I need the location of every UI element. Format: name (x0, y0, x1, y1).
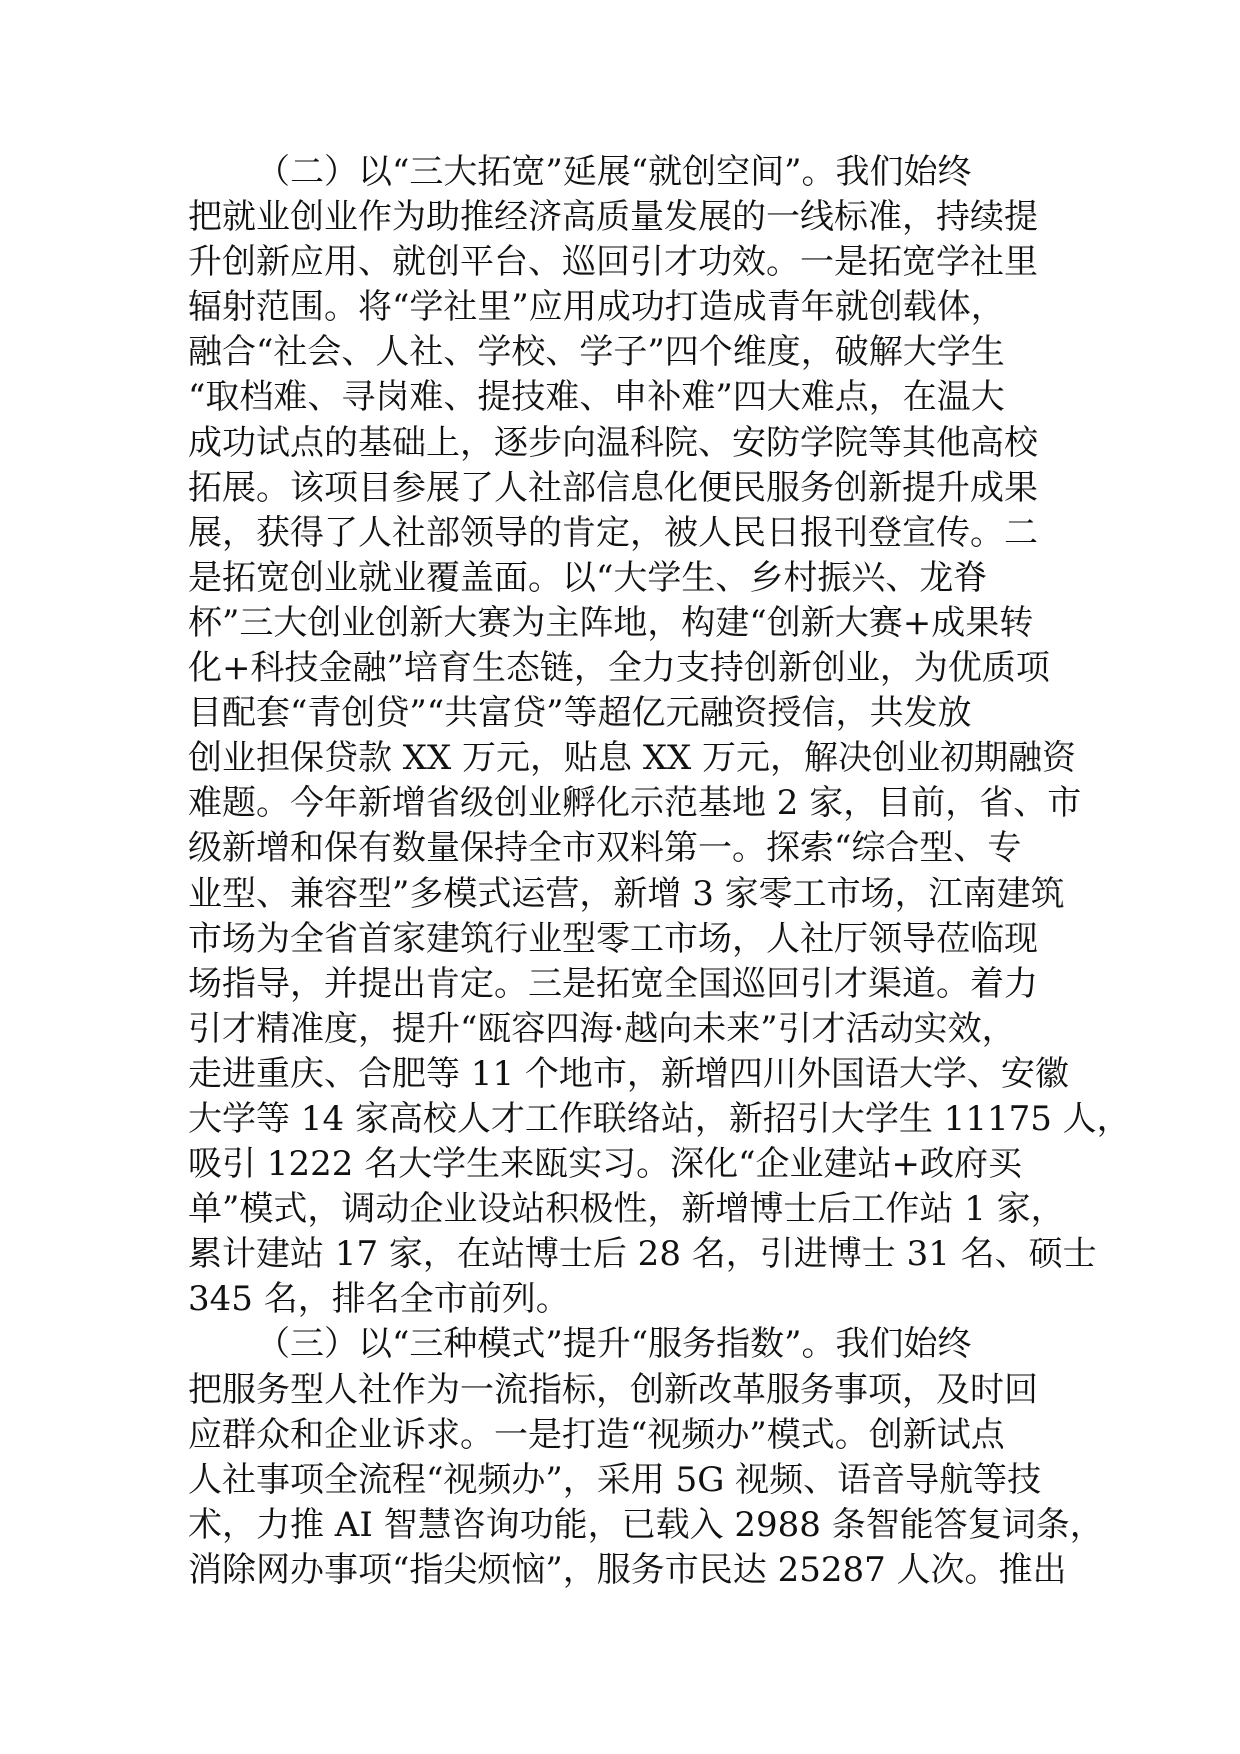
text-line: 吸引 1222 名大学生来瓯实习。深化“企业建站+政府买 (188, 1144, 1023, 1185)
text-line: 难题。今年新增省级创业孵化示范基地 2 家，目前，省、市 (188, 783, 1082, 824)
text-line: 累计建站 17 家，在站博士后 28 名，引进博士 31 名、硕士 (188, 1234, 1097, 1275)
text-line: 辐射范围。将“学社里”应用成功打造成青年就创载体， (188, 287, 1005, 328)
text-line: “取档难、寻岗难、提技难、申补难”四大难点，在温大 (188, 377, 1005, 418)
text-line: 展，获得了人社部领导的肯定，被人民日报刊登宣传。二 (188, 512, 1038, 553)
text-line: 把服务型人社作为一流指标，创新改革服务事项，及时回 (188, 1369, 1038, 1410)
text-line: 引才精准度，提升“瓯容四海·越向未来”引才活动实效， (188, 1008, 1016, 1049)
text-line: 场指导，并提出肯定。三是拓宽全国巡回引才渠道。着力 (188, 963, 1038, 1004)
text-line: 消除网办事项“指尖烦恼”，服务市民达 25287 人次。推出 (188, 1549, 1067, 1590)
text-line: 创业担保贷款 XX 万元，贴息 XX 万元，解决创业初期融资 (188, 738, 1077, 779)
text-line: 大学等 14 家高校人才工作联络站，新招引大学生 11175 人， (188, 1098, 1131, 1139)
text-line: 人社事项全流程“视频办”，采用 5G 视频、语音导航等技 (188, 1459, 1042, 1500)
text-line: 升创新应用、就创平台、巡回引才功效。一是拓宽学社里 (188, 242, 1038, 283)
paragraph-heading-3: （三）以“三种模式”提升“服务指数”。我们始终 (256, 1324, 972, 1365)
text-line: 走进重庆、合肥等 11 个地市，新增四川外国语大学、安徽 (188, 1053, 1069, 1094)
body-text (188, 150, 1131, 1593)
text-line: 应群众和企业诉求。一是打造“视频办”模式。创新试点 (188, 1414, 1005, 1455)
text-line: 345 名，排名全市前列。 (188, 1279, 570, 1320)
text-line: 融合“社会、人社、学校、学子”四个维度，破解大学生 (188, 332, 1005, 373)
text-line: 市场为全省首家建筑行业型零工市场，人社厅领导莅临现 (188, 918, 1038, 959)
text-line: 化+科技金融”培育生态链，全力支持创新创业，为优质项 (188, 648, 1050, 689)
text-line: 杯”三大创业创新大赛为主阵地，构建“创新大赛+成果转 (188, 602, 1034, 643)
text-line: 业型、兼容型”多模式运营，新增 3 家零工市场，江南建筑 (188, 873, 1065, 914)
text-line: 成功试点的基础上，逐步向温科院、安防学院等其他高校 (188, 422, 1038, 463)
text-line: 目配套“青创贷”“共富贷”等超亿元融资授信，共发放 (188, 693, 972, 734)
text-line: 术，力推 AI 智慧咨询功能，已载入 2988 条智能答复词条， (188, 1504, 1104, 1545)
text-line: 级新增和保有数量保持全市双料第一。探索“综合型、专 (188, 828, 1022, 869)
paragraph-heading-2: （二）以“三大拓宽”延展“就创空间”。我们始终 (256, 152, 972, 192)
text-line: 单”模式，调动企业设站积极性，新增博士后工作站 1 家， (188, 1189, 1065, 1230)
text-line: 拓展。该项目参展了人社部信息化便民服务创新提升成果 (188, 467, 1038, 508)
text-line: 是拓宽创业就业覆盖面。以“大学生、乡村振兴、龙脊 (188, 557, 988, 598)
text-line: 把就业创业作为助推经济高质量发展的一线标准，持续提 (188, 197, 1038, 238)
